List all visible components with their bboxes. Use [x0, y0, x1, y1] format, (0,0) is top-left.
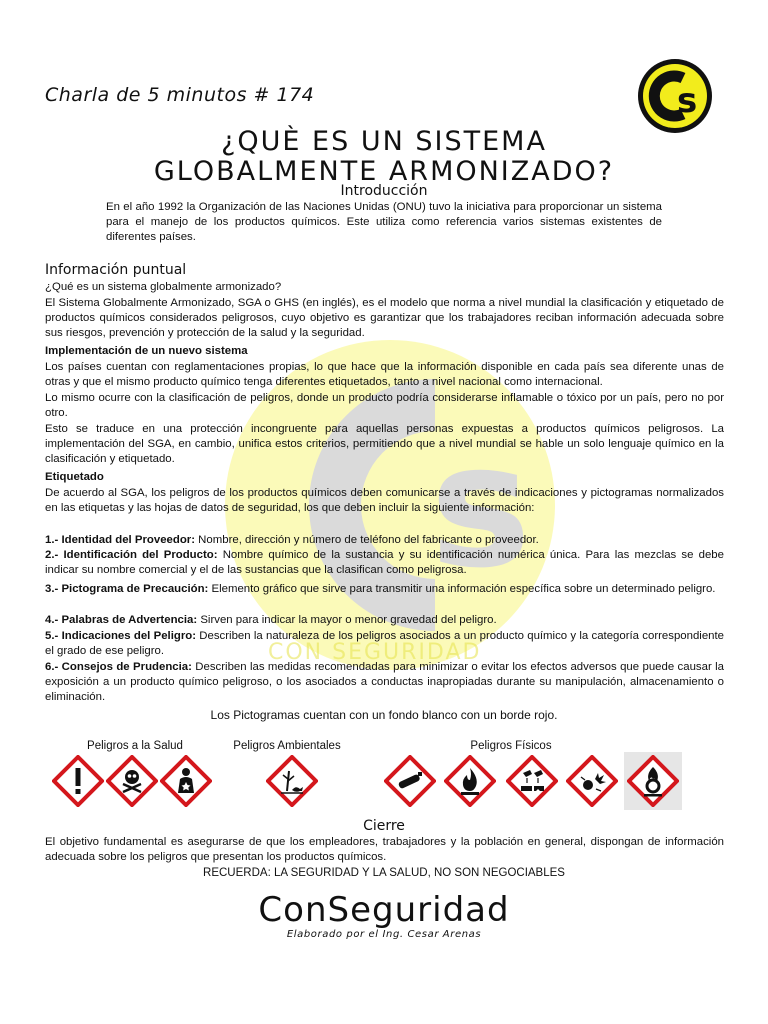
list-item-text: Describen la naturaleza de los peligros asociados a un producto químico y la categoría correspondiente el grado de ese peligro. [45, 630, 724, 657]
list-item-text: Elemento gráfico que sirve para transmitir una información específica sobre un determinado peligro. [208, 583, 716, 595]
label-heading: Etiquetado [45, 471, 104, 483]
list-item [45, 629, 724, 659]
exploding-bomb-icon [566, 755, 618, 807]
list-item [45, 582, 724, 597]
list-item [45, 613, 724, 628]
list-item-term: 2.- Identificación del Producto: [45, 549, 218, 561]
closing-heading: Cierre [363, 818, 405, 834]
health-hazards-label: Peligros a la Salud [87, 740, 183, 752]
list-item-text: Describen las medidas recomendadas para minimizar o evitar los efectos adversos que puede causar la exposición a un producto químico peligroso, o los asociados a conductas inapropiadas durante su manipulación, almacenamiento o eliminación. [45, 661, 724, 703]
list-item-text: Sirven para indicar la mayor o menor gravedad del peligro. [197, 614, 497, 626]
info-heading: Información puntual [45, 262, 187, 278]
cs-logo-icon [637, 58, 713, 134]
list-item-term: 3.- Pictograma de Precaución: [45, 583, 209, 595]
intro-heading: Introducción [340, 183, 428, 199]
list-item-text: Nombre, dirección y número de teléfono del fabricante o proveedor. [195, 534, 539, 546]
info-paragraph-3: Lo mismo ocurre con la clasificación de peligros, donde un producto podría considerarse inflamable o tóxico por un país, pero no por otro. [45, 392, 724, 419]
impl-heading: Implementación de un nuevo sistema [45, 345, 248, 357]
list-item-term: 6.- Consejos de Prudencia: [45, 661, 192, 673]
physical-hazards-label: Peligros Físicos [470, 740, 552, 752]
flame-over-circle-icon [627, 755, 679, 807]
list-item [45, 548, 724, 578]
intro-text: En el año 1992 la Organización de las Naciones Unidas (ONU) tuvo la iniciativa para proporcionar un sistema para el manejo de los productos químicos. Este utiliza como referencia varios sistemas existentes de diferentes países. [106, 201, 662, 243]
list-item-term: 1.- Identidad del Proveedor: [45, 534, 196, 546]
list-item [45, 660, 724, 705]
list-item [45, 533, 724, 548]
exclamation-icon [52, 755, 104, 807]
info-question: ¿Qué es un sistema globalmente armonizado? [45, 281, 282, 293]
author-credit: Elaborado por el Ing. Cesar Arenas [286, 929, 482, 940]
list-item-term: 4.- Palabras de Advertencia: [45, 614, 198, 626]
skull-crossbones-icon [106, 755, 158, 807]
pictogram-note: Los Pictogramas cuentan con un fondo blanco con un borde rojo. [210, 708, 558, 722]
info-paragraph-4: Esto se traduce en una protección incongruente para aquellas personas expuestas a productos químicos peligrosos. La implementación del SGA, en cambio, unifica estos criterios, permitiendo que a nivel mundial se hable un solo lenguaje químico en la clasificación y etiquetado. [45, 423, 724, 465]
health-hazard-icon [160, 755, 212, 807]
brand-name: ConSeguridad [258, 890, 510, 930]
flame-icon [444, 755, 496, 807]
environment-icon [266, 755, 318, 807]
reminder-text: RECUERDA: LA SEGURIDAD Y LA SALUD, NO SON NEGOCIABLES [203, 867, 565, 879]
corrosion-icon [506, 755, 558, 807]
environmental-hazards-label: Peligros Ambientales [233, 740, 341, 752]
info-paragraph-5: De acuerdo al SGA, los peligros de los productos químicos deben comunicarse a través de indicaciones y pictogramas normalizados en las etiquetas y las hojas de datos de seguridad, los que deben incluir la siguiente información: [45, 487, 724, 514]
page-title-line2: GLOBALMENTE ARMONIZADO? [153, 156, 615, 187]
page-title-line1: ¿QUÈ ES UN SISTEMA [221, 126, 547, 157]
svg-text:s: s [677, 81, 698, 121]
list-item-text: Nombre químico de la sustancia y su identificación numérica única. Para las mezclas se debe indicar su nombre comercial y el de las sustancias que la clasifican como peligrosa. [45, 549, 724, 576]
info-paragraph-1: El Sistema Globalmente Armonizado, SGA o GHS (en inglés), es el modelo que norma a nivel mundial la clasificación y etiquetado de productos químicos considerados peligrosos, cuyo objetivo es garantizar que los trabajadores reciban información adecuada sobre sus riesgos, prevención y protección de la salud y la seguridad. [45, 297, 724, 339]
svg-text:s: s [430, 408, 532, 606]
watermark-text: CON SEGURIDAD [268, 640, 482, 665]
list-item-term: 5.- Indicaciones del Peligro: [45, 630, 197, 642]
gas-cylinder-icon [384, 755, 436, 807]
info-paragraph-2: Los países cuentan con reglamentaciones propias, lo que hace que la información disponible en cada país sea diferente unas de otras y que el mismo producto químico tenga diferentes etiquetados, tanto a nivel nacional como internacional. [45, 361, 724, 388]
series-title: Charla de 5 minutos # 174 [45, 84, 315, 106]
closing-text: El objetivo fundamental es asegurarse de que los empleadores, trabajadores y la población en general, dispongan de información adecuada sobre los peligros que presentan los productos químicos. [45, 836, 724, 863]
